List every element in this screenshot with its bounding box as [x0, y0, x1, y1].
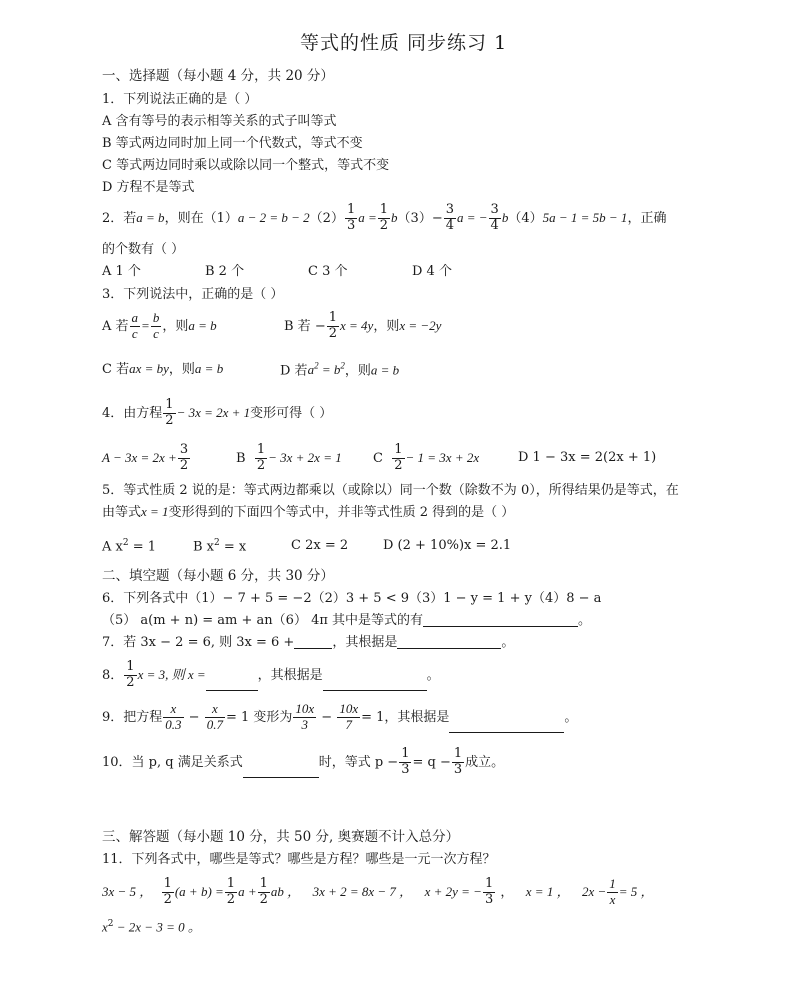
numerator: 1 [609, 876, 616, 892]
denominator: 3 [453, 761, 463, 777]
text: 成立。 [465, 754, 505, 770]
text: = 1 变形为 [225, 709, 293, 725]
answer-blank[interactable] [243, 765, 319, 778]
numerator: 1 [401, 746, 410, 761]
question-5-line-1: 5．等式性质 2 说的是：等式两边都乘以（或除以）同一个数（除数不为 0），所得结果仍是等式，在 [102, 483, 679, 498]
math: b [391, 210, 398, 225]
answer-blank[interactable] [423, 614, 578, 627]
question-4-option-b [236, 443, 342, 474]
numerator: 1 [328, 310, 337, 326]
text: 。 [501, 635, 515, 650]
denominator: 2 [259, 892, 268, 907]
numerator: 1 [453, 746, 463, 761]
question-5-option-c: C 2x = 2 [291, 538, 349, 553]
fraction [178, 443, 190, 474]
question-1-option-b: B 等式两边同时加上同一个代数式，等式不变 [102, 136, 363, 151]
math: a = b [194, 361, 224, 376]
numerator: 1 [394, 442, 403, 458]
section-note: （每小题 6 分，共 30 分） [169, 568, 334, 584]
section-title: 三、解答题 [102, 829, 170, 845]
text: 由等式 [102, 505, 142, 520]
math: A − 3x = 2x + [102, 450, 177, 465]
question-3-option-d [280, 362, 399, 377]
page-title: 等式的性质 同步练习 1 [300, 32, 508, 54]
math: − 3x + 2x = 1 [268, 450, 342, 465]
answer-blank[interactable] [294, 636, 332, 649]
fraction [489, 203, 501, 234]
numerator: 1 [484, 876, 494, 892]
text: （2） [309, 211, 344, 226]
question-3-stem: 3．下列说法中，正确的是（ ） [102, 287, 284, 302]
math: x = 4y [340, 318, 374, 333]
math: a = b [136, 210, 165, 225]
fraction [392, 443, 404, 474]
answer-blank[interactable] [323, 678, 427, 691]
math: a = [358, 210, 377, 225]
math: a = b [370, 362, 400, 378]
text: = x [219, 539, 247, 555]
question-3-option-c [102, 362, 223, 376]
math: a − 2 = b − 2 [237, 210, 310, 225]
fraction [130, 311, 141, 342]
text: 。 [564, 709, 578, 725]
math: − 3x = 2x + 1 [176, 405, 251, 420]
fraction [378, 203, 390, 234]
denominator: 2 [256, 458, 266, 473]
math: = 5 ， [618, 884, 654, 899]
denominator: 7 [345, 716, 352, 732]
question-2-option-c: C 3 个 [308, 264, 348, 279]
text: ，其根据是 [332, 635, 398, 650]
math: − 2x − 3 = 0 。 [113, 919, 201, 935]
text: 2．若 [102, 211, 137, 226]
text: B 若 − [284, 319, 326, 334]
section-heading-choice [102, 70, 334, 84]
fraction [163, 702, 183, 733]
math: x = 3, 则 x = [137, 667, 206, 682]
text: = 1 [128, 539, 157, 555]
text: ，则 [162, 319, 189, 334]
denominator: 3 [401, 761, 410, 777]
question-5-option-a: A $x^2 = 1$ [102, 538, 157, 555]
fraction [483, 877, 495, 908]
numerator: 1 [259, 876, 268, 892]
fraction [124, 660, 136, 691]
question-1-option-c: C 等式两边同时乘以或除以同一个整式，等式不变 [102, 158, 390, 173]
text: （3）− [397, 211, 443, 226]
math: 3x − 5 ， [102, 884, 153, 899]
question-5-option-d: D (2 + 10%)x = 2.1 [383, 538, 512, 553]
section-title: 二、填空题 [102, 568, 170, 584]
question-6-line-2 [102, 614, 591, 627]
text: ，则在（1） [164, 211, 238, 226]
text: C [373, 451, 383, 466]
math: b [501, 210, 509, 225]
numerator: 1 [379, 202, 389, 218]
numerator: 1 [256, 442, 266, 458]
question-3-option-a [102, 311, 217, 342]
answer-blank[interactable] [397, 636, 501, 649]
math: a + [238, 884, 257, 899]
denominator: 2 [226, 892, 236, 907]
section-note: （每小题 4 分，共 20 分） [169, 68, 334, 84]
fraction [444, 203, 456, 234]
numerator: x [205, 702, 225, 718]
question-5-line-2 [102, 505, 514, 519]
question-4-stem [102, 398, 332, 429]
question-10 [102, 747, 504, 778]
denominator: 4 [490, 218, 499, 233]
fraction [337, 702, 360, 733]
denominator: x [609, 892, 616, 907]
text: ， [500, 885, 514, 900]
numerator: 1 [163, 876, 172, 892]
text: 变形可得（ ） [250, 406, 333, 421]
math: − [317, 709, 337, 725]
fraction [293, 702, 316, 733]
question-2-option-b: B 2 个 [205, 264, 245, 279]
question-8 [102, 660, 440, 691]
fraction [225, 877, 237, 908]
denominator: 2 [379, 218, 389, 233]
math: x = 1 [141, 504, 169, 519]
numerator: 10x [339, 701, 359, 716]
question-1-option-d: D 方程不是等式 [102, 180, 195, 195]
numerator: 1 [226, 876, 236, 892]
fraction [151, 311, 162, 342]
text: 8． [102, 668, 124, 683]
denominator: c [131, 326, 138, 341]
denominator: 0.7 [206, 716, 223, 732]
math: x = 1 ， [525, 884, 570, 899]
question-5-option-b: B $x^2 = x$ [193, 538, 247, 555]
fraction [255, 443, 267, 474]
math: = [141, 318, 150, 333]
text: ，则 [344, 363, 371, 379]
denominator: 0.3 [165, 716, 182, 732]
text: 。 [426, 668, 440, 683]
text: C 若 [102, 362, 130, 377]
text: D 若 [280, 363, 308, 379]
math: x [102, 919, 108, 935]
text: = q − [412, 754, 451, 770]
denominator: 3 [346, 218, 356, 233]
text: （5） a(m + n) = am + an（6） 4π 其中是等式的有 [102, 613, 424, 628]
question-4-option-c [373, 443, 479, 474]
question-11-expressions [102, 877, 654, 908]
math: a = − [457, 210, 488, 225]
numerator: 3 [445, 202, 454, 218]
numerator: 10x [295, 701, 315, 716]
fraction [258, 877, 270, 908]
question-11-last-expression: $x^2 - 2x - 3 = 0$ 。 [102, 919, 201, 935]
denominator: 2 [163, 892, 172, 907]
numerator: 3 [179, 442, 189, 458]
math: a = b [188, 318, 217, 333]
text: B [236, 451, 246, 466]
text: 变形得到的下面四个等式中，并非等式性质 2 得到的是（ ） [168, 505, 515, 520]
numerator: 1 [165, 397, 174, 413]
fraction [452, 747, 464, 778]
text: ，其根据是 [257, 668, 323, 683]
math: 3x + 2 = 8x − 7 ， [312, 884, 413, 899]
numerator: b [152, 310, 160, 326]
text: （4） [508, 211, 543, 226]
question-4-option-a [102, 443, 191, 474]
denominator: 2 [328, 326, 337, 341]
numerator: 1 [126, 659, 135, 675]
text: 10．当 p, q 满足关系式 [102, 754, 243, 770]
fraction [327, 311, 339, 342]
denominator: 2 [394, 458, 403, 473]
text: ，则 [373, 319, 400, 334]
question-3-option-b [284, 311, 441, 342]
denominator: 2 [165, 413, 174, 428]
fraction [162, 877, 174, 908]
denominator: 2 [179, 458, 189, 473]
question-2-option-d: D 4 个 [412, 264, 452, 279]
question-9 [102, 702, 577, 733]
denominator: c [153, 326, 159, 341]
text: ，正确 [627, 211, 667, 226]
text: = 1，其根据是 [361, 709, 450, 725]
question-1-option-a: A 含有等号的表示相等关系的式子叫等式 [102, 114, 337, 129]
text: A x [102, 539, 123, 555]
denominator: 3 [301, 716, 309, 732]
fraction [607, 877, 618, 908]
math: − 1 = 3x + 2x [405, 450, 480, 465]
denominator: 2 [126, 675, 135, 690]
text: B x [193, 539, 215, 555]
text: ，则 [168, 362, 195, 377]
fraction [345, 203, 357, 234]
question-6-line-1: 6．下列各式中（1）− 7 + 5 = −2（2）3 + 5 < 9（3）1 − y = 1 + y（4）8 − a [102, 591, 602, 606]
denominator: 4 [445, 218, 454, 233]
answer-blank[interactable] [206, 678, 258, 691]
section-title: 一、选择题 [102, 68, 170, 84]
question-2-continuation: 的个数有（ ） [102, 242, 185, 257]
math: ax = by [129, 361, 169, 376]
denominator: 3 [484, 892, 494, 907]
question-1-stem: 1．下列说法正确的是（ ） [102, 92, 258, 107]
question-2-stem [102, 203, 666, 234]
math: $a^2 = b^2$ [307, 361, 345, 378]
section-note: （每小题 10 分，共 50 分, 奥赛题不计入总分） [169, 829, 460, 845]
question-2-option-a: A 1 个 [102, 264, 141, 279]
math: ab ， [270, 884, 301, 899]
numerator: x [163, 702, 183, 718]
text: A 若 [102, 319, 129, 334]
question-11-stem: 11．下列各式中，哪些是等式？哪些是方程？哪些是一元一次方程？ [102, 852, 496, 867]
fraction [163, 398, 175, 429]
math: 2x − [581, 884, 607, 899]
section-heading-fill [102, 570, 334, 584]
text: 。 [578, 613, 592, 628]
math: (a + b) = [174, 884, 224, 899]
answer-blank[interactable] [449, 720, 564, 733]
numerator: a [131, 310, 139, 326]
fraction [399, 747, 411, 778]
text: 4．由方程 [102, 406, 163, 421]
math: x = −2y [399, 318, 442, 333]
math: x + 2y = − [424, 884, 482, 899]
text: 9．把方程 [102, 709, 163, 725]
fraction [205, 702, 225, 733]
math: − [184, 709, 204, 725]
numerator: 1 [346, 202, 356, 218]
question-7 [102, 636, 514, 649]
section-heading-solve [102, 831, 459, 845]
text: 时，等式 p − [318, 754, 399, 770]
text: 7．若 3x − 2 = 6, 则 3x = 6 + [102, 635, 295, 650]
numerator: 3 [490, 202, 499, 218]
math: 5a − 1 = 5b − 1 [542, 210, 628, 225]
question-4-option-d: D 1 − 3x = 2(2x + 1) [518, 450, 657, 465]
